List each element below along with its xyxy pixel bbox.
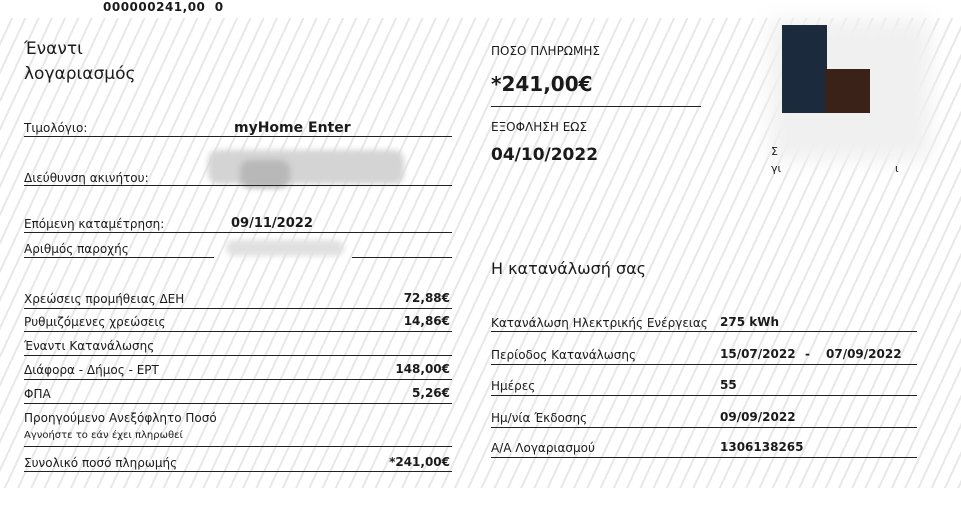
title-line-1: Έναντι <box>24 39 83 59</box>
title-line-2: λογαριασμός <box>24 64 136 84</box>
divider <box>491 106 701 107</box>
charge-label: Ρυθμιζόμενες χρεώσεις <box>24 315 166 329</box>
redacted-supply-number <box>226 240 344 256</box>
issue-date-label: Ημ/νία Έκδοσης <box>491 411 588 425</box>
divider <box>491 364 917 365</box>
divider <box>491 427 917 428</box>
issue-date-value: 09/09/2022 <box>720 410 796 424</box>
supply-number-label: Αριθμός παροχής <box>24 242 129 256</box>
reference-code: 000000241,00 0 <box>103 0 224 14</box>
charge-value: 72,88€ <box>403 291 450 305</box>
due-label: ΕΞΟΦΛΗΣΗ ΕΩΣ <box>491 120 588 134</box>
next-reading-value: 09/11/2022 <box>231 216 313 231</box>
redacted-address <box>208 150 404 184</box>
account-value: 1306138265 <box>720 440 804 454</box>
total-value: *241,00€ <box>389 455 450 469</box>
divider <box>24 446 452 447</box>
total-label: Συνολικό ποσό πληρωμής <box>24 456 178 470</box>
consumption-heading: Η κατανάλωσή σας <box>491 259 647 278</box>
qr-text-fragment: Σ <box>771 145 778 158</box>
amount-value: *241,00€ <box>491 72 593 96</box>
divider <box>24 379 452 380</box>
charge-label: Χρεώσεις προμήθειας ΔΕΗ <box>24 292 185 306</box>
period-label: Περίοδος Κατανάλωσης <box>491 348 637 362</box>
charge-value: 148,00€ <box>395 362 450 376</box>
ignore-note: Αγνοήστε το εάν έχει πληρωθεί <box>24 430 183 441</box>
divider <box>24 308 452 309</box>
period-separator: - <box>805 347 810 361</box>
divider <box>24 136 452 137</box>
next-reading-label: Επόμενη καταμέτρηση: <box>24 217 165 231</box>
due-date: 04/10/2022 <box>491 145 599 165</box>
divider <box>24 185 452 186</box>
divider <box>24 331 452 332</box>
days-label: Ημέρες <box>491 379 536 393</box>
charge-label: ΦΠΑ <box>24 387 51 401</box>
qr-block-brown <box>825 69 870 113</box>
divider <box>491 457 917 458</box>
divider <box>491 331 917 332</box>
qr-text-fragment: ι <box>895 162 899 175</box>
period-to: 07/09/2022 <box>826 347 902 361</box>
account-label: Α/Α Λογαριασμού <box>491 441 595 455</box>
charge-value: 5,26€ <box>412 386 450 400</box>
tariff-value: myHome Enter <box>234 120 351 136</box>
days-value: 55 <box>720 378 737 392</box>
qr-block-navy <box>782 25 827 113</box>
divider <box>24 471 452 472</box>
divider <box>24 257 214 258</box>
qr-text-fragment: γι <box>771 162 782 175</box>
period-from: 15/07/2022 <box>720 347 796 361</box>
divider <box>24 355 452 356</box>
divider <box>24 232 452 233</box>
divider <box>24 403 452 404</box>
redacted-address-mark <box>240 160 290 188</box>
charge-label: Διάφορα - Δήμος - ΕΡΤ <box>24 363 159 377</box>
tariff-label: Τιμολόγιο: <box>24 121 88 135</box>
address-label: Διεύθυνση ακινήτου: <box>24 171 149 185</box>
divider <box>352 257 452 258</box>
divider <box>491 395 917 396</box>
energy-label: Κατανάλωση Ηλεκτρικής Ενέργειας <box>491 316 708 330</box>
energy-value: 275 kWh <box>720 315 779 329</box>
charge-value: 14,86€ <box>403 314 450 328</box>
charge-label: Έναντι Κατανάλωσης <box>24 339 155 353</box>
amount-label: ΠΟΣΟ ΠΛΗΡΩΜΗΣ <box>491 44 600 58</box>
charge-label: Προηγούμενο Ανεξόφλητο Ποσό <box>24 411 217 425</box>
